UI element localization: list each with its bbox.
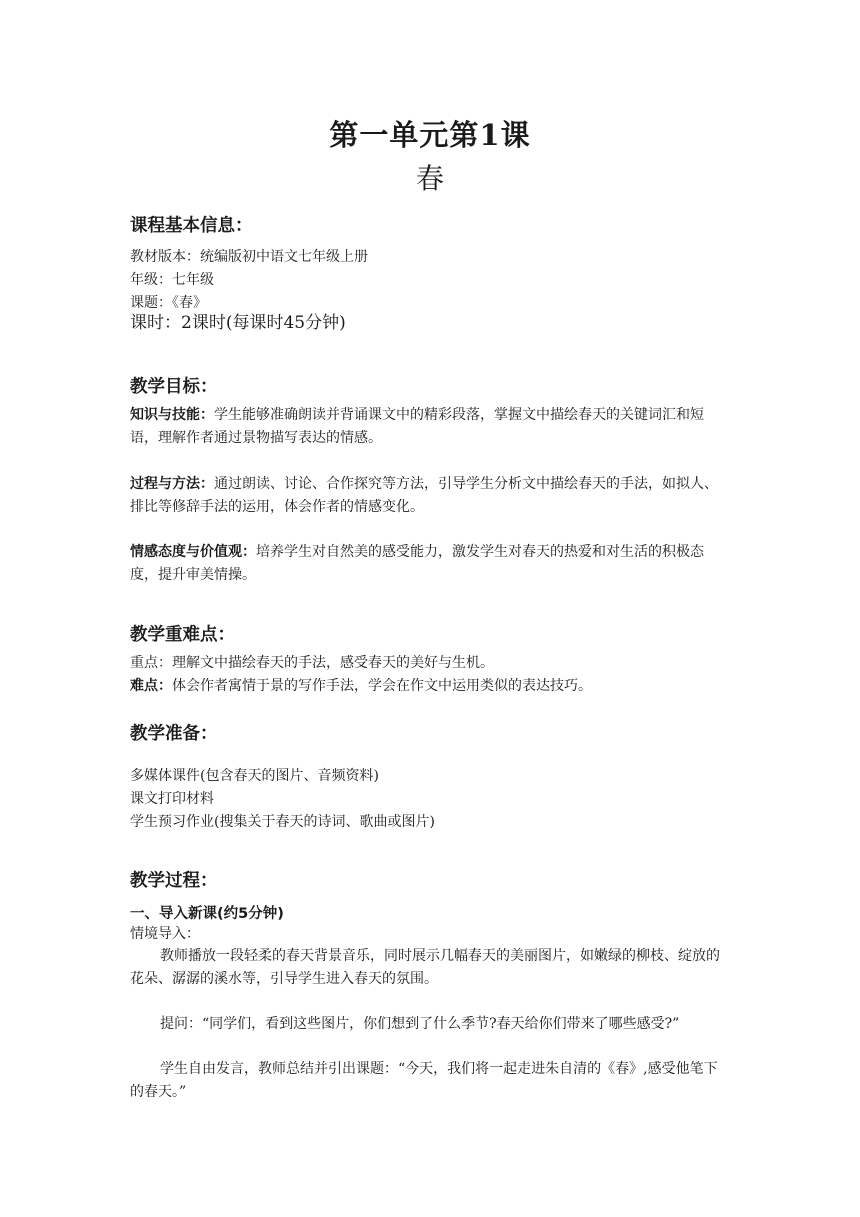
basic-info-heading: 课程基本信息： xyxy=(130,216,253,236)
prep-item: 学生预习作业(搜集关于春天的诗词、歌曲或图片) xyxy=(130,814,435,830)
summary-text: 学生自由发言，教师总结并引出课题：“今天，我们将一起走进朱自清的《春》,感受他笔下的春天。” xyxy=(130,1061,718,1100)
topic-line: 课题：《春》 xyxy=(130,295,207,311)
process-goal xyxy=(130,473,730,519)
grade-line: 年级：七年级 xyxy=(130,272,214,288)
step1-heading: 一、导入新课(约5分钟) xyxy=(130,906,284,922)
prep-heading: 教学准备： xyxy=(130,724,218,744)
keypoints-heading: 教学重难点： xyxy=(130,625,235,645)
process-heading: 教学过程： xyxy=(130,871,218,891)
scene-text: 教师播放一段轻柔的春天背景音乐，同时展示几幅春天的美丽图片，如嫩绿的柳枝、绽放的花朵、潺潺的溪水等，引导学生进入春天的氛围。 xyxy=(130,948,720,987)
prep-item: 课文打印材料 xyxy=(130,791,214,807)
scene-label: 情境导入： xyxy=(130,926,200,942)
goals-heading: 教学目标： xyxy=(130,377,218,397)
knowledge-label: 知识与技能： xyxy=(130,407,214,423)
hours-line: 课时：2课时(每课时45分钟) xyxy=(130,313,346,333)
difficult-point xyxy=(130,675,592,698)
lesson-subtitle: 春 xyxy=(415,162,444,195)
key-point: 重点：理解文中描绘春天的手法，感受春天的美好与生机。 xyxy=(130,655,494,671)
lesson-title: 第一单元第1课 xyxy=(329,118,531,152)
emotion-label: 情感态度与价值观： xyxy=(130,544,256,560)
knowledge-text: 学生能够准确朗读并背诵课文中的精彩段落，掌握文中描绘春天的关键词汇和短语，理解作者通过景物描写表达的情感。 xyxy=(130,407,704,446)
process-text: 通过朗读、讨论、合作探究等方法，引导学生分析文中描绘春天的手法，如拟人、排比等修辞手法的运用，体会作者的情感变化。 xyxy=(130,476,718,515)
process-label: 过程与方法： xyxy=(130,476,214,492)
textbook-line: 教材版本：统编版初中语文七年级上册 xyxy=(130,249,368,265)
question-text: 提问：“同学们，看到这些图片，你们想到了什么季节?春天给你们带来了哪些感受?” xyxy=(160,1016,680,1032)
prep-item: 多媒体课件(包含春天的图片、音频资料) xyxy=(130,768,379,784)
emotion-goal xyxy=(130,541,730,587)
difficult-label: 难点： xyxy=(130,678,172,694)
difficult-text: 体会作者寓情于景的写作手法，学会在作文中运用类似的表达技巧。 xyxy=(172,678,592,694)
emotion-text: 培养学生对自然美的感受能力，激发学生对春天的热爱和对生活的积极态度，提升审美情操。 xyxy=(130,544,704,583)
knowledge-goal xyxy=(130,404,730,450)
